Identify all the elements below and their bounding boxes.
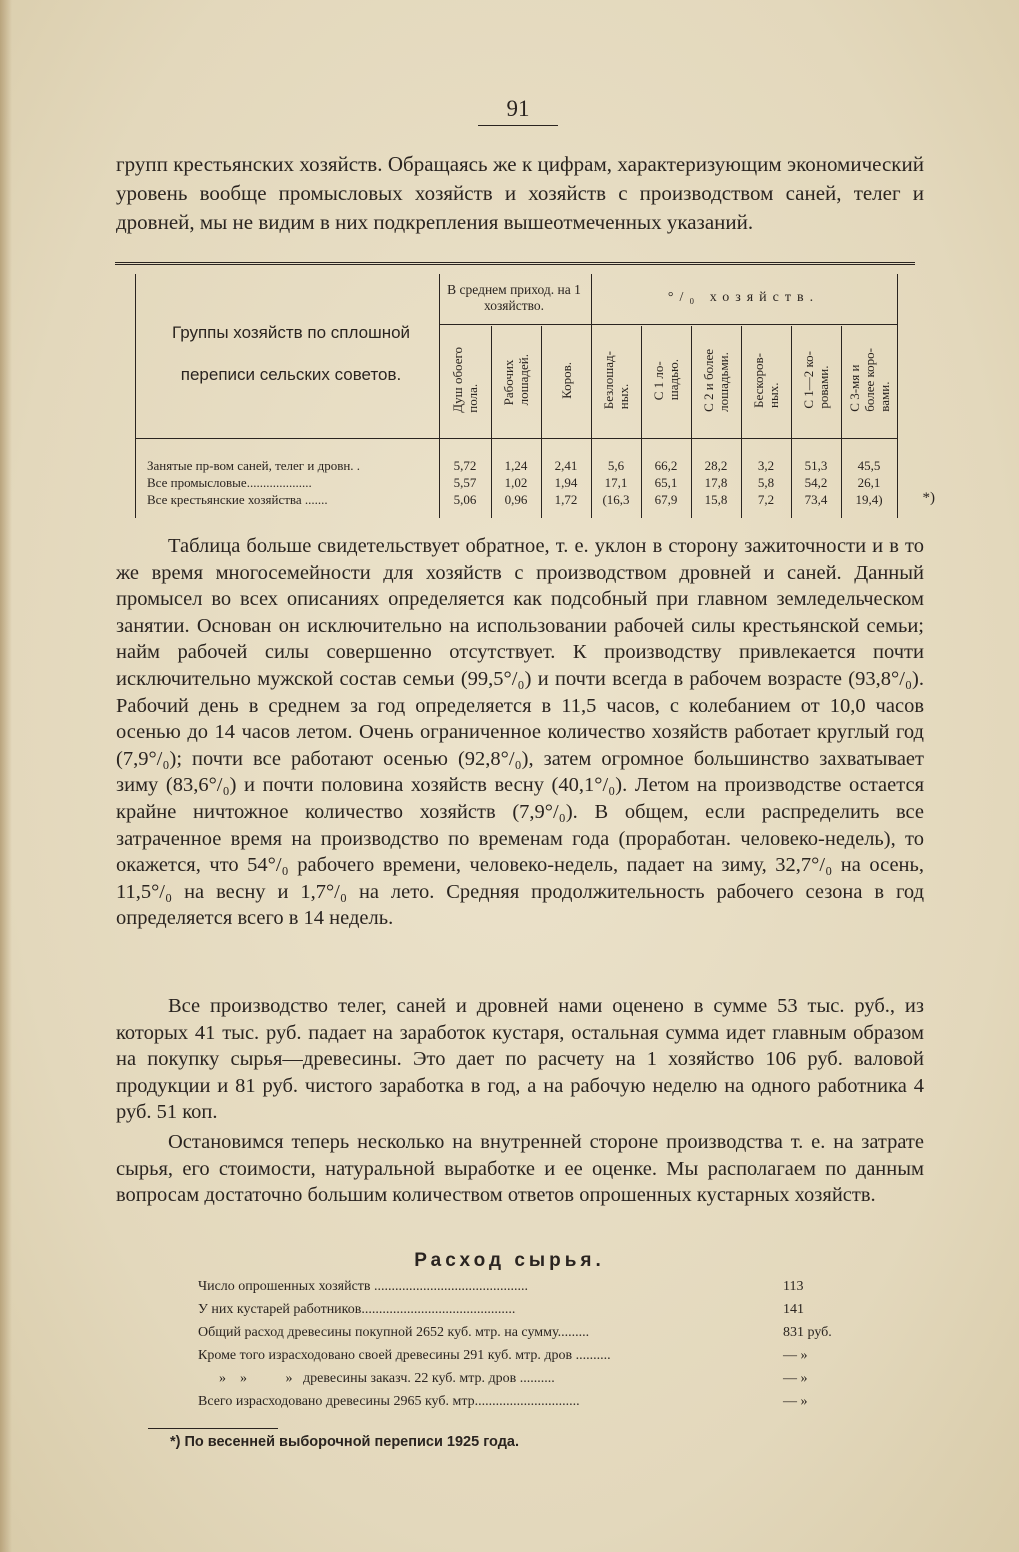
body-paragraph: Все производство телег, саней и дровней нами оценено в сумме 53 тыс. руб., из которых 41 тыс. руб. падает на заработок кустаря, остальная сумма идет главным образом на покупку сырья—древесины. Это дает по расчету на 1 хозяйство 106 руб. валовой продукции и 81 руб. чистого заработка в год, а на рабочую неделю на одного работника 4 руб. 51 коп. — [116, 995, 924, 1124]
table-cell: 66,2 — [654, 458, 678, 473]
column-header — [692, 330, 740, 430]
list-item-value: 141 — [783, 1302, 804, 1317]
list-item — [198, 1325, 848, 1348]
table-cell: 5,57 — [453, 475, 477, 490]
household-table — [135, 262, 935, 518]
column-header-label: Коров. — [558, 361, 574, 399]
list-item — [198, 1371, 848, 1394]
table-cell: 15,8 — [704, 492, 728, 507]
table-cell: 51,3 — [804, 458, 828, 473]
table-cell: 67,9 — [654, 492, 678, 507]
list-item-label: Всего израсходовано древесины 2965 куб. мтр.............................. — [198, 1394, 580, 1409]
table-cell: 65,1 — [654, 475, 678, 490]
table-top-rule — [115, 262, 915, 265]
column-header — [845, 330, 893, 430]
column-header-label: Безлошад- ных. — [601, 350, 631, 410]
table-row — [135, 475, 915, 492]
list-item-label: Кроме того израсходовано своей древесины 291 куб. мтр. дров .......... — [198, 1348, 611, 1363]
column-header — [742, 330, 790, 430]
column-header — [542, 330, 590, 430]
body-paragraph: Таблица больше свидетельствует обратное, т. е. уклон в сторону зажиточности и в то же время многосемейности для хозяйств с производством дровней и саней. Данный промысел во всех описаниях определяется как подсобный при главном земледельческом занятии. Основан он исключительно на использовании рабочей силы крестьянской семьи; найм рабочей силы совершенно отсутствует. К производству привлекается почти исключительно мужской состав семьи (99,5°/₀) и почти всегда в рабочем возрасте (93,8°/₀). Рабочий день в среднем за год определяется в 11,5 часов, с колебанием от 10,0 часов осенью до 14 часов летом. Очень ограниченное количество хозяйств работает круглый год (7,9°/₀); почти все работают осенью (92,8°/₀), затем огромное большинство захватывает зиму (83,6°/₀) и почти половина хозяйств весну (40,1°/₀). Летом на производстве остается крайне ничтожное количество хозяйств (7,9°/₀). В общем, если распределить все затраченное время на производство по временам года (проработан. человеко-недель), то окажется, что 54°/₀ рабочего времени, человеко-недель, падает на зиму, 32,7°/₀ на осень, 11,5°/₀ на весну и 1,7°/₀ на лето. Средняя продолжительность рабочего сезона в год определяется всего в 14 недель. — [116, 535, 924, 930]
column-header-label: Душ обоего пола. — [450, 347, 480, 413]
column-header-label: Рабочих лошадей. — [501, 354, 531, 406]
list-item — [198, 1394, 848, 1417]
table-cell: 1,94 — [554, 475, 578, 490]
list-item — [198, 1302, 848, 1325]
table-cell: 3,2 — [757, 458, 775, 473]
table-row — [135, 492, 915, 509]
table-cell: 1,72 — [554, 492, 578, 507]
column-header-label: С 3-мя и более коро- вами. — [846, 348, 892, 412]
list-item-label: Число опрошенных хозяйств ............................................ — [198, 1279, 529, 1294]
column-header-label: С 1 ло- шадью. — [651, 359, 681, 401]
page-spine-shadow — [0, 0, 12, 1552]
material-consumption-list — [198, 1279, 848, 1417]
list-item-label: У них кустарей работников............................................ — [198, 1302, 516, 1317]
section-heading: Расход сырья. — [414, 1250, 605, 1271]
table-cell: 5,6 — [607, 458, 625, 473]
column-header-label: С 1—2 ко- ровами. — [801, 351, 831, 409]
column-header — [792, 330, 840, 430]
body-paragraph: Остановимся теперь несколько на внутренней стороне производства т. е. на затрате сырья, его стоимости, натуральной выработке и ее оценке. Мы располагаем по данным вопросам достаточно большим количеством ответов опрошенных кустарных хозяйств. — [116, 1131, 924, 1207]
footnote-rule — [148, 1428, 278, 1429]
table-cell: 2,41 — [554, 458, 578, 473]
table-cell: 5,8 — [757, 475, 775, 490]
footnote: *) По весенней выборочной переписи 1925 года. — [170, 1434, 520, 1450]
percent-households-header: °/₀ хозяйств. — [667, 290, 820, 305]
table-cell: 17,8 — [704, 475, 728, 490]
intro-paragraph: групп крестьянских хозяйств. Обращаясь же к цифрам, характеризующим экономический уровень вообще промысловых хозяйств и хозяйств с производством саней, телег и дровней, мы не видим в них подкрепления вышеотмеченных указаний. — [116, 152, 924, 234]
groups-header-line1: Группы хозяйств по сплошной — [171, 323, 411, 342]
column-header — [642, 330, 690, 430]
table-cell: 17,1 — [604, 475, 628, 490]
table-cell: 26,1 — [857, 475, 881, 490]
row-label: Все крестьянские хозяйства ....... — [147, 492, 328, 507]
row-label: Все промысловые.................... — [147, 475, 312, 490]
column-header — [592, 330, 640, 430]
list-item — [198, 1348, 848, 1371]
table-cell: 28,2 — [704, 458, 728, 473]
column-header — [492, 330, 540, 430]
table-rule — [135, 438, 897, 439]
list-item-value: — » — [783, 1348, 808, 1363]
row-label: Занятые пр-вом саней, телег и дровн. . — [147, 458, 361, 473]
list-item-label: » » » древесины заказч. 22 куб. мтр. дров .......... — [198, 1371, 555, 1386]
page-number: 91 — [478, 96, 558, 126]
table-footnote-mark: *) — [922, 490, 935, 506]
table-cell: 1,02 — [504, 475, 528, 490]
groups-header-line2: переписи сельских советов. — [180, 365, 402, 384]
avg-per-household-header: В среднем приход. на 1 хозяйство. — [447, 282, 581, 313]
table-cell: 5,06 — [453, 492, 477, 507]
table-cell: 19,4) — [855, 492, 883, 507]
table-cell: 7,2 — [757, 492, 775, 507]
table-cell: 45,5 — [857, 458, 881, 473]
table-cell: 54,2 — [804, 475, 828, 490]
column-header-label: Бескоров- ных. — [751, 352, 781, 408]
table-cell: 0,96 — [504, 492, 528, 507]
table-rule — [439, 324, 897, 325]
list-item — [198, 1279, 848, 1302]
list-item-value: 113 — [783, 1279, 804, 1294]
table-cell: 73,4 — [804, 492, 828, 507]
table-body — [135, 458, 935, 509]
table-cell: 1,24 — [504, 458, 528, 473]
list-item-value: 831 руб. — [783, 1325, 832, 1340]
list-item-label: Общий расход древесины покупной 2652 куб. мтр. на сумму......... — [198, 1325, 590, 1340]
column-header-label: С 2 и более лошадьми. — [701, 348, 731, 412]
list-item-value: — » — [783, 1394, 808, 1409]
column-header — [441, 330, 489, 430]
groups-header — [141, 312, 441, 396]
table-row — [135, 458, 915, 475]
list-item-value: — » — [783, 1371, 808, 1386]
table-cell: 5,72 — [453, 458, 477, 473]
table-cell: (16,3 — [602, 492, 630, 507]
